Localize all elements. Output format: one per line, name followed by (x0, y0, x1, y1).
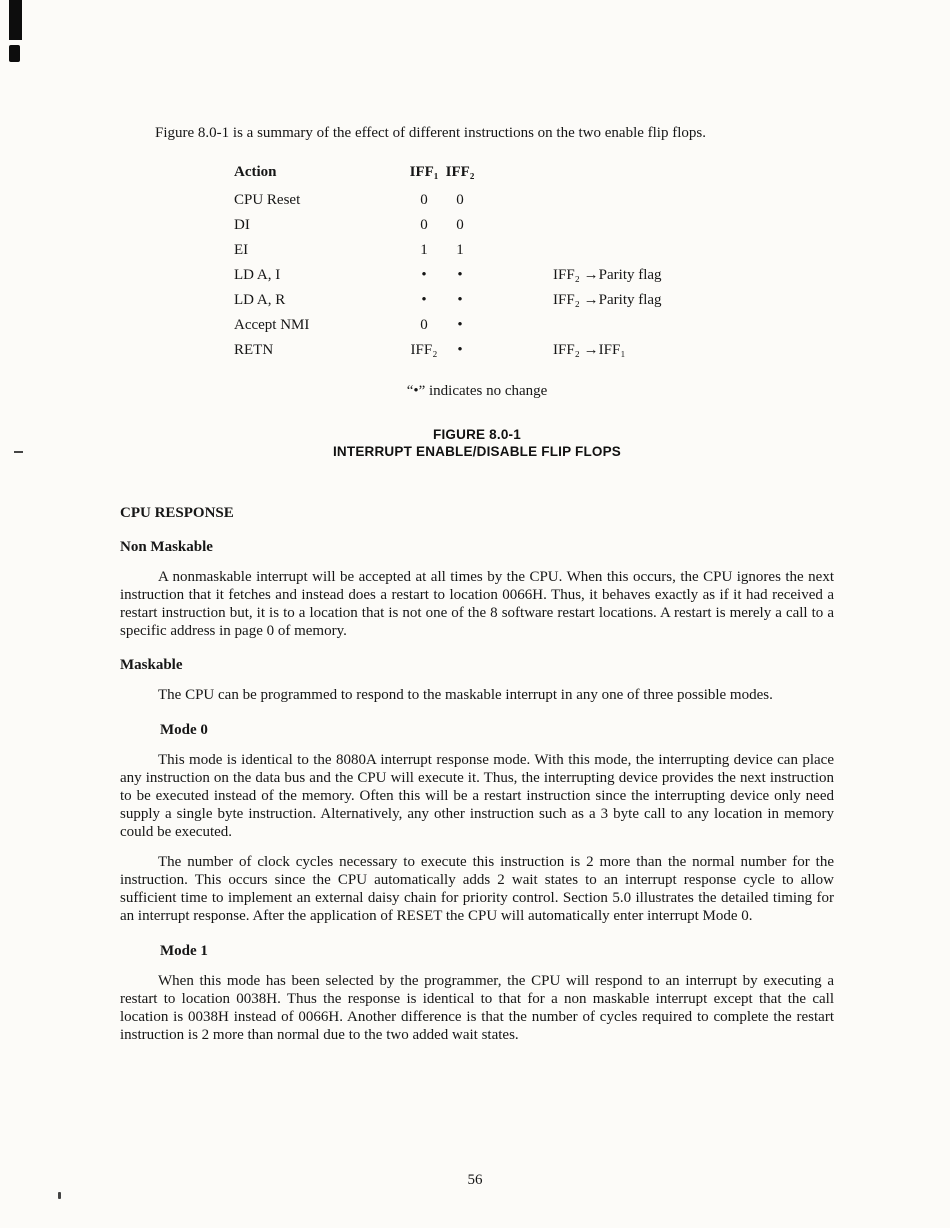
scan-artifact-tick (58, 1192, 61, 1199)
cell-action: LD A, R (234, 292, 286, 308)
cell-iff2: 1 (456, 242, 464, 258)
paragraph-maskable: The CPU can be programmed to respond to the maskable interrupt in any one of three possible modes. (158, 687, 773, 703)
table-row (234, 242, 834, 267)
cell-note: IFF₂ →Parity flag (553, 292, 662, 308)
page-content (120, 124, 834, 1044)
flipflop-table (234, 164, 834, 367)
cell-iff1: 0 (420, 317, 428, 333)
cell-iff2: • (457, 317, 463, 333)
heading-maskable: Maskable (120, 657, 183, 673)
cell-iff1: • (421, 267, 427, 283)
heading-non-maskable: Non Maskable (120, 539, 213, 555)
cell-iff2: • (457, 292, 463, 308)
table-header-iff2: IFF₂ (445, 164, 475, 180)
paragraph-mode0-1: This mode is identical to the 8080A interrupt response mode. With this mode, the interrupting device can place any instruction on the data bus and the CPU will execute it. Thus, the interrupting device provides the next instruction to be executed instead of the memory. Often this will be a restart instruction since the interrupting device only need supply a single byte instruction. Alternatively, any other instruction such as a 3 byte call to any location in memory could be executed. (120, 752, 834, 840)
cell-iff1: • (421, 292, 427, 308)
table-header-action: Action (234, 164, 277, 180)
table-row (234, 217, 834, 242)
cell-action: DI (234, 217, 250, 233)
cell-action: CPU Reset (234, 192, 301, 208)
paragraph-mode0-2: The number of clock cycles necessary to execute this instruction is 2 more than the normal number for the instruction. This occurs since the CPU automatically adds 2 wait states to an interrupt response cycle to allow sufficient time to implement an external daisy chain for priority control. Section 5.0 illustrates the detailed timing for an interrupt response. After the application of RESET the CPU will automatically enter interrupt Mode 0. (120, 854, 834, 924)
figure-caption-title: FIGURE 8.0-1 (433, 427, 521, 442)
cell-note: IFF₂ →IFF₁ (553, 342, 626, 358)
cell-iff1: 0 (420, 192, 428, 208)
intro-text: Figure 8.0-1 is a summary of the effect of different instructions on the two enable flip flops. (155, 125, 706, 141)
cell-iff1: IFF₂ (410, 342, 438, 358)
cell-iff1: 1 (420, 242, 428, 258)
heading-mode-0: Mode 0 (160, 722, 208, 738)
table-legend: “•” indicates no change (406, 383, 548, 399)
cell-note: IFF₂ →Parity flag (553, 267, 662, 283)
paragraph-mode1-1: When this mode has been selected by the programmer, the CPU will respond to an interrupt by executing a restart to location 0038H. Thus the response is identical to that for a non maskable interrupt except that the call location is 0038H instead of 0066H. Another difference is that the number of cycles required to complete the restart instruction is 2 more than normal due to the two added wait states. (120, 973, 834, 1043)
figure-caption (120, 426, 834, 460)
cell-iff2: 0 (456, 192, 464, 208)
cell-iff1: 0 (420, 217, 428, 233)
cell-action: EI (234, 242, 249, 258)
scan-artifact-top-1 (9, 0, 22, 40)
paragraph-non-maskable: A nonmaskable interrupt will be accepted at all times by the CPU. When this occurs, the CPU ignores the next instruction that it fetches and instead does a restart to location 0066H. Thus, it behaves exactly as if it had received a restart instruction but, it is to a location that is not one of the 8 software restart locations. A restart is merely a call to a specific address in page 0 of memory. (120, 569, 834, 639)
cell-action: LD A, I (234, 267, 281, 283)
table-row (234, 292, 834, 317)
heading-cpu-response: CPU RESPONSE (120, 505, 234, 521)
cell-iff2: 0 (456, 217, 464, 233)
table-row (234, 267, 834, 292)
scan-artifact-top-2 (9, 45, 20, 62)
figure-caption-subtitle: INTERRUPT ENABLE/DISABLE FLIP FLOPS (332, 444, 621, 459)
cell-action: Accept NMI (234, 317, 310, 333)
table-header-iff1: IFF₁ (409, 164, 439, 180)
table-row (234, 192, 834, 217)
heading-mode-1: Mode 1 (160, 943, 208, 959)
cell-iff2: • (457, 342, 463, 358)
page-number: 56 (467, 1172, 483, 1188)
table-row (234, 342, 834, 367)
cell-iff2: • (457, 267, 463, 283)
cell-action: RETN (234, 342, 274, 358)
scan-artifact-dash (14, 451, 23, 453)
table-row (234, 317, 834, 342)
table-header-row (234, 164, 834, 192)
